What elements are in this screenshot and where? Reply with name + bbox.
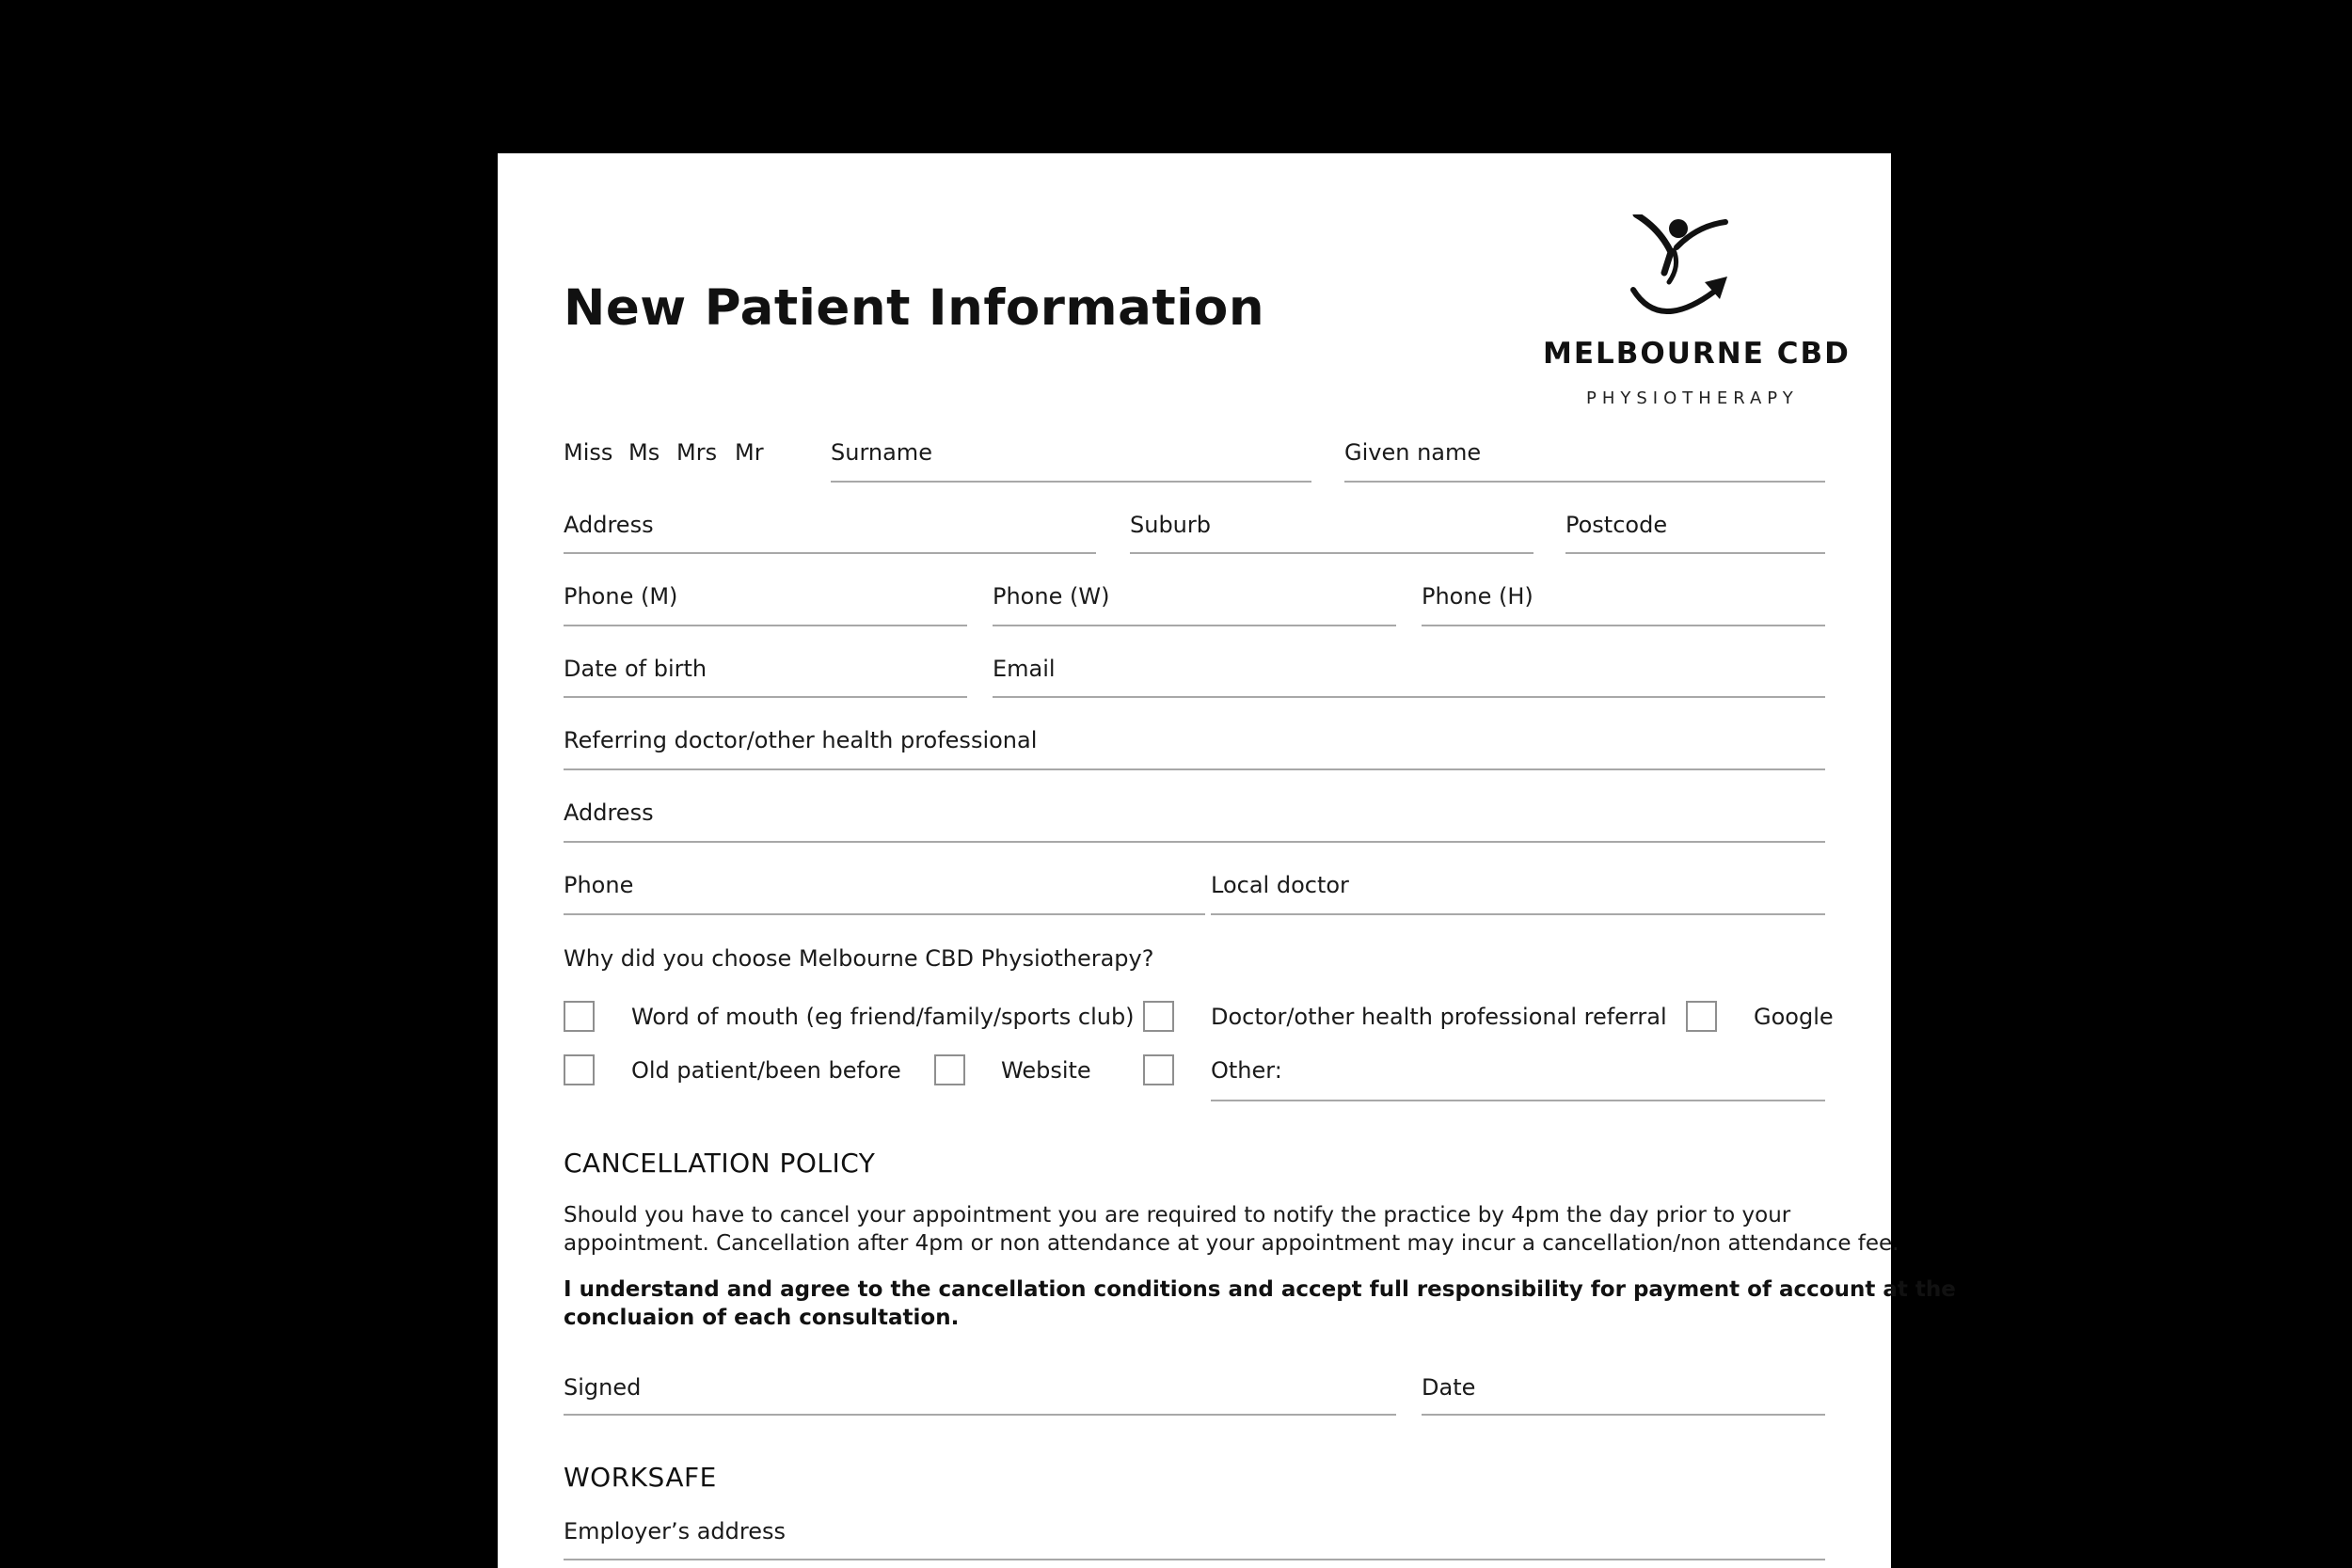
other-field[interactable] <box>1211 1100 1825 1101</box>
title-option-mr[interactable]: Mr <box>735 439 764 466</box>
referrer-phone-field[interactable] <box>564 913 1205 915</box>
choice-question: Why did you choose Melbourne CBD Physiotherapy? <box>564 945 1154 972</box>
title-option-mrs[interactable]: Mrs <box>676 439 718 466</box>
google-checkbox[interactable] <box>1686 1001 1717 1032</box>
google-label: Google <box>1754 1004 1834 1030</box>
referring-field[interactable] <box>564 768 1825 770</box>
referral-checkbox[interactable] <box>1143 1001 1174 1032</box>
title-option-miss[interactable]: Miss <box>564 439 613 466</box>
surname-field[interactable] <box>831 481 1311 483</box>
phone-h-label: Phone (H) <box>1422 583 1534 610</box>
surname-label: Surname <box>831 439 932 466</box>
website-label: Website <box>1001 1057 1091 1084</box>
postcode-field[interactable] <box>1565 552 1825 554</box>
other-checkbox[interactable] <box>1143 1054 1174 1085</box>
logo-name: MELBOURNE CBD <box>1543 337 1851 371</box>
cancellation-text-line2: appointment. Cancellation after 4pm or non attendance at your appointment may incur a cancellation/non attendance fee. <box>564 1231 1899 1256</box>
agreement-text-line1: I understand and agree to the cancellation conditions and accept full responsibility for payment of account at the <box>564 1277 1956 1302</box>
address-label: Address <box>564 512 654 538</box>
local-doctor-field[interactable] <box>1211 913 1825 915</box>
old-patient-label: Old patient/been before <box>631 1057 901 1084</box>
postcode-label: Postcode <box>1565 512 1668 538</box>
cancellation-heading: CANCELLATION POLICY <box>564 1148 876 1179</box>
referrer-address-label: Address <box>564 800 654 826</box>
signature-field[interactable] <box>564 1414 1396 1416</box>
phone-w-label: Phone (W) <box>993 583 1110 610</box>
suburb-label: Suburb <box>1130 512 1211 538</box>
phone-h-field[interactable] <box>1422 625 1825 626</box>
suburb-field[interactable] <box>1130 552 1534 554</box>
employer-address-label: Employer’s address <box>564 1518 787 1544</box>
other-label: Other: <box>1211 1057 1282 1084</box>
given-name-field[interactable] <box>1344 481 1825 483</box>
form-sheet <box>498 153 1956 1568</box>
agreement-text-line2: concluaion of each consultation. <box>564 1306 960 1330</box>
phone-m-label: Phone (M) <box>564 583 678 610</box>
phone-w-field[interactable] <box>993 625 1396 626</box>
logo-subtitle: PHYSIOTHERAPY <box>1586 388 1799 408</box>
cancellation-text-line1: Should you have to cancel your appointment you are required to notify the practice by 4pm the day prior to your <box>564 1203 1791 1227</box>
address-field[interactable] <box>564 552 1096 554</box>
employer-address-field[interactable] <box>564 1559 1825 1560</box>
date-label: Date <box>1422 1374 1476 1401</box>
old-patient-checkbox[interactable] <box>564 1054 595 1085</box>
word-of-mouth-checkbox[interactable] <box>564 1001 595 1032</box>
email-label: Email <box>993 656 1056 682</box>
dob-field[interactable] <box>564 696 967 698</box>
referrer-address-field[interactable] <box>564 841 1825 843</box>
referral-label: Doctor/other health professional referral <box>1211 1004 1667 1030</box>
word-of-mouth-label: Word of mouth (eg friend/family/sports club) <box>631 1004 1135 1030</box>
worksafe-heading: WORKSAFE <box>564 1462 717 1493</box>
title-option-ms[interactable]: Ms <box>628 439 660 466</box>
local-doctor-label: Local doctor <box>1211 872 1349 898</box>
signed-label: Signed <box>564 1374 642 1401</box>
referring-label: Referring doctor/other health professional <box>564 727 1038 753</box>
figure-arrow-logo-icon <box>1622 214 1754 332</box>
given-name-label: Given name <box>1344 439 1482 466</box>
date-field[interactable] <box>1422 1414 1825 1416</box>
dob-label: Date of birth <box>564 656 707 682</box>
email-field[interactable] <box>993 696 1825 698</box>
website-checkbox[interactable] <box>934 1054 965 1085</box>
referrer-phone-label: Phone <box>564 872 634 898</box>
page-title: New Patient Information <box>564 279 1265 337</box>
phone-m-field[interactable] <box>564 625 967 626</box>
